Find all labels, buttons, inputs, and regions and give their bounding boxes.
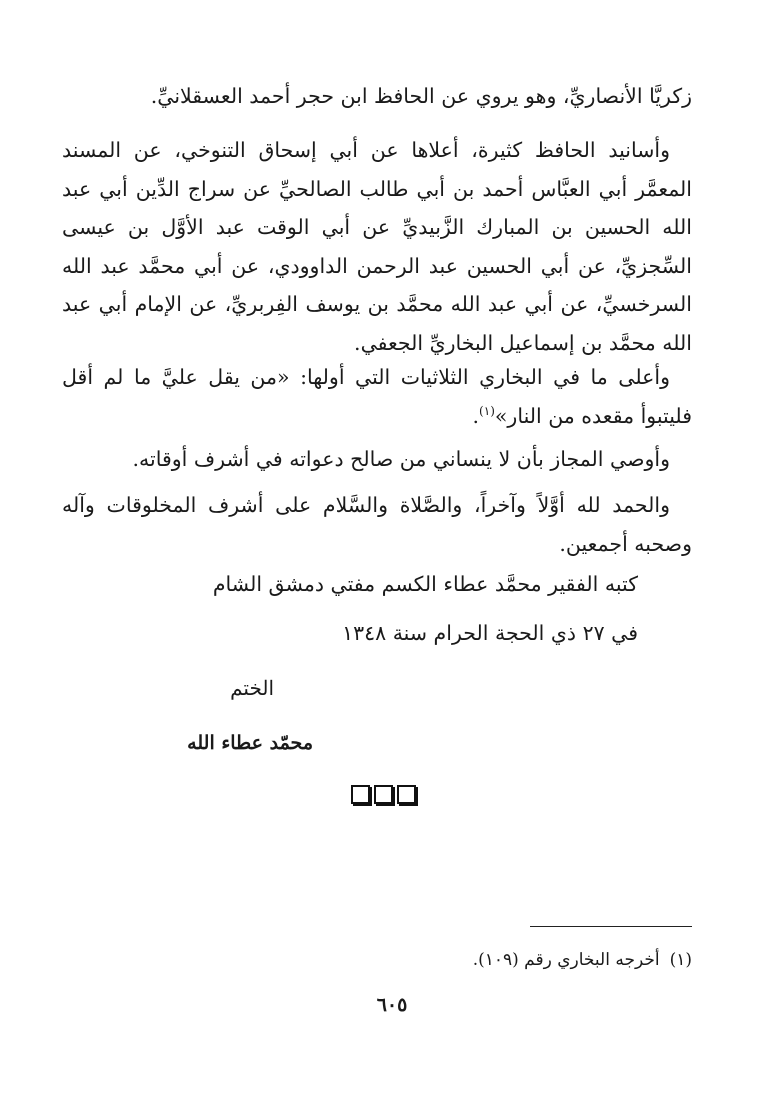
ornament-square-icon: [397, 785, 416, 804]
paragraph-5-closing: والحمد لله أوَّلاً وآخراً، والصَّلاة والسَّلام على أشرف المخلوقات وآله وصحبه أجمعين.: [62, 493, 692, 556]
paragraph-3-text: وأعلى ما في البخاري الثلاثيات التي أولها: «من يقل عليَّ ما لم أقل فليتبوأ مقعده من النار»: [62, 365, 692, 428]
ornament-square-icon: [351, 785, 370, 804]
paragraph-3-end: .: [472, 403, 480, 428]
paragraph-2-isnad: وأسانيد الحافظ كثيرة، أعلاها عن أبي إسحاق التنوخي، عن المسند المعمَّر أبي العبَّاس أحمد بن أبي طالب الصالحيِّ عن سراج الدِّين أبي عبد الله الحسين بن المبارك الزَّبيديِّ عن أبي الوقت عبد الأوَّل بن عيسى السِّجزيِّ، عن أبي الحسين عبد الرحمن الداوودي، عن أبي محمَّد عبد الله السرخسيِّ، عن أبي عبد الله محمَّد بن يوسف الفِربريِّ، عن الإمام أبي عبد الله محمَّد بن إسماعيل البخاريِّ الجعفي.: [62, 138, 692, 355]
paragraph-1: زكريَّا الأنصاريِّ، وهو يروي عن الحافظ ابن حجر أحمد العسقلانيِّ.: [150, 84, 692, 108]
footnote-number: (١): [669, 950, 692, 970]
paragraph-4-advice: وأوصي المجاز بأن لا ينساني من صالح دعواته في أشرف أوقاته.: [132, 447, 670, 471]
signature-date-line: في ٢٧ ذي الحجة الحرام سنة ١٣٤٨: [342, 621, 638, 645]
footnote-separator: [530, 926, 692, 927]
ornament-square-icon: [374, 785, 393, 804]
seal-label: الختم: [230, 676, 274, 700]
signature-author-line: كتبه الفقير محمَّد عطاء الكسم مفتي دمشق الشام: [212, 572, 638, 596]
footnote-reference: (١): [479, 403, 495, 418]
section-end-ornament: [351, 785, 416, 804]
paragraph-3-thulathiyat: [62, 358, 692, 435]
footnote: [473, 947, 692, 973]
seal-name: محمّد عطاء الله: [187, 732, 313, 754]
page-number: ٦٠٥: [376, 994, 408, 1016]
footnote-text: أخرجه البخاري رقم (١٠٩).: [472, 950, 660, 970]
